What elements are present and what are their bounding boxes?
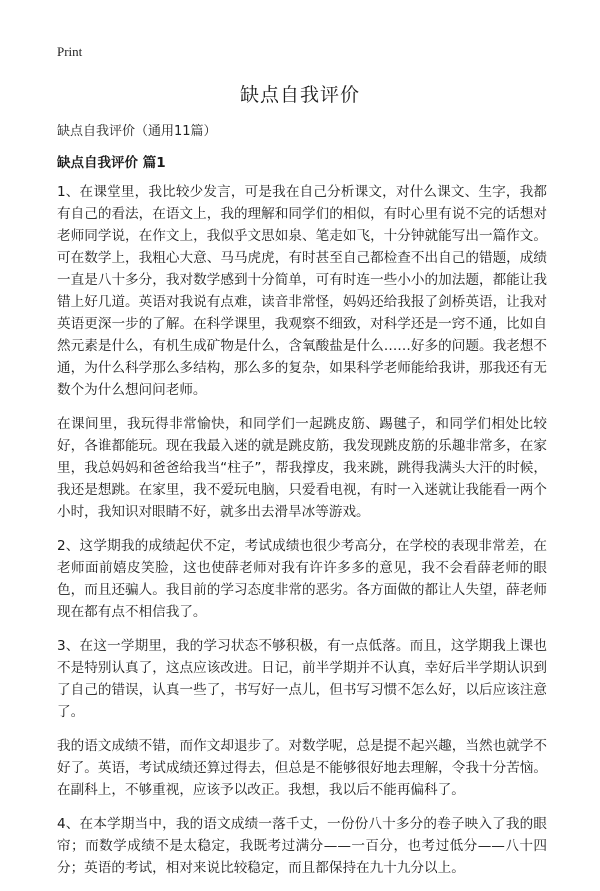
paragraph-2: 在课间里，我玩得非常愉快，和同学们一起跳皮筋、踢毽子，和同学们相处比较好，各谁都能玩。现在我最入迷的就是跳皮筋，我发现跳皮筋的乐趣非常多，在家里，我总妈妈和爸爸给我当“柱子”，帮我撑皮，我来跳，跳得我满头大汗的时候，我还是想跳。在家里，我不爱玩电脑，只爱看电视，有时一入迷就让我能看一两个小时，我知识对眼睛不好，就多出去滑旱冰等游戏。 xyxy=(57,416,547,520)
paragraph-4: 3、在这一学期里，我的学习状态不够积极，有一点低落。而且，这学期我上课也不是特别认真了，这点应该改进。日记，前半学期并不认真，幸好后半学期认识到了自己的错误，认真一些了，书写好一点儿，但书写习惯不怎么好，以后应该注意了。 xyxy=(57,638,547,720)
section-heading: 缺点自我评价 篇1 xyxy=(57,155,166,171)
document-subtitle: 缺点自我评价（通用11篇） xyxy=(57,124,217,139)
paragraph-6: 4、在本学期当中，我的语文成绩一落千丈，一份份八十多分的卷子映入了我的眼帘；而数学成绩不是太稳定，我既考过满分——一百分，也考过低分——八十四分；英语的考试，相对来说比较稳定，而且都保持在九十九分以上。 xyxy=(57,816,547,876)
paragraph-1: 1、在课堂里，我比较少发言，可是我在自己分析课文，对什么课文、生字，我都有自己的看法，在语文上，我的理解和同学们的相似，有时心里有说不完的话想对老师同学说，在作文上，我似乎文思如泉、笔走如飞，十分钟就能写出一篇作文。可在数学上，我粗心大意、马马虎虎，有时甚至自己都检查不出自己的错题，成绩一直是八十多分，我对数学感到十分简单，可有时连一些小小的加法题，都能让我错上好几道。英语对我说有点难，读音非常怪，妈妈还给我报了剑桥英语，让我对英语更深一步的了解。在科学课里，我观察不细致，对科学还是一窍不通，比如自然元素是什么，有机生成矿物是什么，含氧酸盐是什么……好多的问题。我老想不通，为什么科学那么多结构，那么多的复杂，如果科学老师能给我讲，那我还有无数个为什么想问问老师。 xyxy=(57,184,547,398)
print-link[interactable]: Print xyxy=(57,44,83,59)
paragraph-5: 我的语文成绩不错，而作文却退步了。对数学呢，总是提不起兴趣，当然也就学不好了。英语，考试成绩还算过得去，但总是不能够很好地去理解，令我十分苦恼。在副科上，不够重视，应该予以改正。我想，我以后不能再偏科了。 xyxy=(57,738,547,798)
paragraph-3: 2、这学期我的成绩起伏不定，考试成绩也很少考高分，在学校的表现非常差，在老师面前嬉皮笑脸，这也使薛老师对我有许许多多的意见，我不会看薛老师的眼色，而且还骗人。我目前的学习态度非常的恶劣。各方面做的都让人失望，薛老师现在都有点不相信我了。 xyxy=(57,538,547,620)
document-body xyxy=(57,181,547,891)
page-title: 缺点自我评价 xyxy=(239,84,360,106)
